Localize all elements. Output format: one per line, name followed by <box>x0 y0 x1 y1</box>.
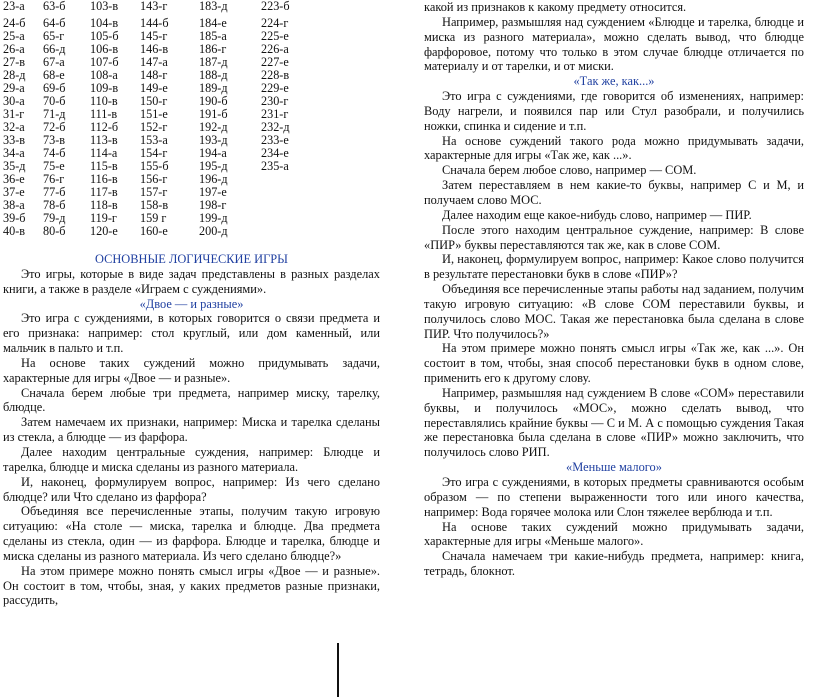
table-cell: 157-г <box>140 185 168 199</box>
table-cell: 226-а <box>261 42 289 56</box>
table-cell: 230-г <box>261 94 289 108</box>
table-cell: 194-а <box>199 146 227 160</box>
paragraph: На основе таких суждений можно придумывать задачи, характерные для игры «Меньше малого». <box>424 519 804 549</box>
table-cell: 109-в <box>90 81 119 95</box>
table-cell: 186-г <box>199 42 227 56</box>
table-cell <box>261 186 311 199</box>
table-cell: 67-а <box>43 55 65 69</box>
table-cell: 116-в <box>90 172 118 186</box>
table-cell: 143-г <box>140 0 168 13</box>
table-cell: 233-е <box>261 133 289 147</box>
table-cell: 80-б <box>43 224 66 238</box>
table-cell: 228-в <box>261 68 290 82</box>
table-cell: 77-б <box>43 185 66 199</box>
table-cell: 29-а <box>3 81 25 95</box>
paragraph: Затем переставляем в нем какие-то буквы, например С и М, и получаем слово МОС. <box>424 178 804 207</box>
table-cell: 105-б <box>90 29 119 43</box>
table-cell: 115-в <box>90 159 118 173</box>
table-cell <box>261 199 311 212</box>
table-cell: 119-г <box>90 211 117 225</box>
table-cell: 39-б <box>3 211 26 225</box>
table-cell: 38-а <box>3 198 25 212</box>
table-cell: 147-а <box>140 55 168 69</box>
table-cell <box>261 173 311 186</box>
table-cell: 73-в <box>43 133 66 147</box>
paragraph: Объединяя все перечисленные этапы работы над заданием, получим такую игровую ситуацию: «В слове СОМ переставили буквы, и получилось слово МОС. Такая же перестановка была сделана в слове ПИР. Что получилось?» <box>424 282 804 341</box>
table-cell: 199-д <box>199 211 228 225</box>
table-cell <box>261 212 311 225</box>
continued-line: какой из признаков к какому предмету относится. <box>424 0 687 14</box>
paragraph: Например, размышляя над суждением «Блюдце и тарелка, блюдце и миска из разного материала», можно сделать вывод, что блюдце фарфоровое, потому что только в этом случае блюдце отличается по материалу и от тарелки, и от миски. <box>424 14 804 74</box>
paragraph: Например, размышляя над суждением В слове «СОМ» переставили буквы, и получилось «МОС», можно сделать вывод, что переставлялись крайние буквы — С и М. А с помощью суждения Такая же перестановка была сделана в слове «ПИР» можно заключить, что получилось слово РИП. <box>424 385 804 460</box>
left-page <box>3 0 380 608</box>
paragraph: И, наконец, формулируем вопрос, например: Какое слово получится в результате перестановки букв в слове «ПИР»? <box>424 252 804 282</box>
table-cell: 23-а <box>3 0 25 13</box>
table-cell: 120-е <box>90 224 118 238</box>
table-cell: 78-б <box>43 198 66 212</box>
paragraph: На основе таких суждений можно придумывать задачи, характерные для игры «Двое — и разные». <box>3 355 380 385</box>
table-cell: 154-г <box>140 146 168 160</box>
table-cell: 79-д <box>43 211 66 225</box>
table-cell: 107-б <box>90 55 119 69</box>
table-cell: 27-в <box>3 55 26 69</box>
table-cell: 191-б <box>199 107 228 121</box>
table-cell: 36-е <box>3 172 25 186</box>
table-cell: 33-в <box>3 133 26 147</box>
right-page <box>424 0 804 579</box>
game-title-menshe: «Меньше малого» <box>566 460 662 475</box>
table-cell: 196-д <box>199 172 228 186</box>
table-cell: 145-г <box>140 29 168 43</box>
table-cell: 189-д <box>199 81 228 95</box>
paragraph: Далее находим еще какое-нибудь слово, например — ПИР. <box>442 207 752 222</box>
table-cell: 234-е <box>261 146 289 160</box>
table-cell: 229-е <box>261 81 289 95</box>
table-cell: 232-д <box>261 120 290 134</box>
paragraph: Это игра с суждениями, в которых предметы сравниваются особым образом — по степени выраженности того или иного качества, например: Вода горячее молока или Слон тяжелее верблюда и т.п. <box>424 475 804 519</box>
paragraph: После этого находим центральное суждение, например: В слове «ПИР» буквы переставляются так же, как в слове СОМ. <box>424 222 804 252</box>
paragraph: На основе суждений такого рода можно придумывать задачи, характерные для игры «Так же, как ...». <box>424 133 804 163</box>
table-cell: 28-д <box>3 68 26 82</box>
table-cell: 190-б <box>199 94 228 108</box>
paragraph: И, наконец, формулируем вопрос, например: Из чего сделано блюдце? или Что сделано из фарфора? <box>3 474 380 504</box>
table-cell: 183-д <box>199 0 228 13</box>
table-cell: 64-б <box>43 16 66 30</box>
table-cell: 235-а <box>261 159 289 173</box>
table-cell: 148-г <box>140 68 168 82</box>
table-cell: 69-б <box>43 81 66 95</box>
table-cell: 146-в <box>140 42 169 56</box>
intro-paragraph: Это игры, которые в виде задач представлены в разных разделах книги, а также в разделе «Играем с суждениями». <box>3 266 380 296</box>
paragraph: Объединяя все перечисленные этапы, получим такую игровую ситуацию: «На столе — миска, тарелка и блюдце. Два предмета сделаны из стекла, один — из фарфора. Блюдце и тарелка, блюдце и миска сделаны из разного материала. Из чего сделано блюдце?» <box>3 504 380 563</box>
table-cell: 110-в <box>90 94 118 108</box>
paragraph: Сначала берем любые три предмета, например миску, тарелку, блюдце. <box>3 385 380 415</box>
game-title-dvoe: «Двое — и разные» <box>139 296 244 311</box>
table-cell: 151-е <box>140 107 168 121</box>
table-cell: 72-б <box>43 120 66 134</box>
paragraph: Это игра с суждениями, где говорится об изменениях, например: Воду нагрели, и появился пар или Стул разобрали, и получились ножки, спинка и сидение и т.п. <box>424 89 804 133</box>
table-cell: 200-д <box>199 224 228 238</box>
table-cell: 111-в <box>90 107 118 121</box>
table-cell: 231-г <box>261 107 289 121</box>
table-cell: 150-г <box>140 94 168 108</box>
paragraph: Затем намечаем их признаки, например: Миска и тарелка сделаны из стекла, а блюдце — из фарфора. <box>3 415 380 445</box>
table-cell: 76-г <box>43 172 65 186</box>
table-cell: 187-д <box>199 55 228 69</box>
table-cell: 198-г <box>199 198 227 212</box>
table-cell <box>261 225 311 238</box>
table-cell: 103-в <box>90 0 119 13</box>
table-cell: 144-б <box>140 16 169 30</box>
paragraph: Далее находим центральные суждения, например: Блюдце и тарелка, блюдце и миска сделаны из разного материала. <box>3 444 380 474</box>
table-cell: 108-а <box>90 68 118 82</box>
table-cell: 66-д <box>43 42 66 56</box>
paragraph: Сначала берем любое слово, например — СОМ. <box>442 163 697 178</box>
table-cell: 159 г <box>140 211 167 225</box>
table-cell: 160-е <box>140 224 168 238</box>
table-cell: 153-а <box>140 133 168 147</box>
table-cell: 104-в <box>90 16 119 30</box>
table-cell: 71-д <box>43 107 66 121</box>
table-cell: 155-б <box>140 159 169 173</box>
paragraph: На этом примере можно понять смысл игры «Двое — и разные». Он состоит в том, чтобы, зная, у каких предметов разные признаки, рассудить, <box>3 563 380 608</box>
table-cell: 197-е <box>199 185 227 199</box>
table-cell: 35-д <box>3 159 26 173</box>
table-cell: 74-б <box>43 146 66 160</box>
table-cell: 112-б <box>90 120 119 134</box>
table-cell: 225-е <box>261 29 289 43</box>
table-cell: 156-г <box>140 172 168 186</box>
table-cell: 24-б <box>3 16 26 30</box>
table-cell: 118-в <box>90 198 118 212</box>
table-cell: 37-е <box>3 185 25 199</box>
table-cell: 70-б <box>43 94 66 108</box>
table-cell: 193-д <box>199 133 228 147</box>
table-cell: 227-е <box>261 55 289 69</box>
table-cell: 106-в <box>90 42 119 56</box>
table-cell: 184-е <box>199 16 227 30</box>
page-divider-line <box>337 643 339 697</box>
table-cell: 31-г <box>3 107 25 121</box>
table-row <box>3 225 311 238</box>
table-row <box>3 0 311 17</box>
section-heading: ОСНОВНЫЕ ЛОГИЧЕСКИЕ ИГРЫ <box>95 252 288 266</box>
table-cell: 65-г <box>43 29 65 43</box>
paragraph: Сначала намечаем три какие-нибудь предмета, например: книга, тетрадь, блокнот. <box>424 549 804 579</box>
paragraph: На этом примере можно понять смысл игры «Так же, как ...». Он состоит в том, чтобы, зная способ перестановки букв в одном слове, применить его к другому слову. <box>424 341 804 386</box>
table-cell: 34-а <box>3 146 25 160</box>
table-cell: 195-д <box>199 159 228 173</box>
paragraph: Это игра с суждениями, в которых говорится о связи предмета и его признака: например: стол круглый, или дом каменный, или мальчик в пальто и т.п. <box>3 311 380 356</box>
table-cell: 25-а <box>3 29 25 43</box>
table-cell: 68-е <box>43 68 65 82</box>
table-cell: 192-д <box>199 120 228 134</box>
game-title-tak-zhe: «Так же, как...» <box>573 74 655 89</box>
table-cell: 152-г <box>140 120 168 134</box>
table-cell: 32-а <box>3 120 25 134</box>
table-cell: 223-б <box>261 0 290 13</box>
table-cell: 63-б <box>43 0 66 13</box>
table-cell: 30-а <box>3 94 25 108</box>
table-cell: 117-в <box>90 185 118 199</box>
table-cell: 75-е <box>43 159 65 173</box>
table-cell: 40-в <box>3 224 26 238</box>
table-cell: 158-в <box>140 198 169 212</box>
table-cell: 26-а <box>3 42 25 56</box>
answers-table <box>3 0 311 238</box>
table-cell: 149-е <box>140 81 168 95</box>
table-cell: 188-д <box>199 68 228 82</box>
table-cell: 113-в <box>90 133 118 147</box>
table-cell: 224-г <box>261 16 289 30</box>
table-cell: 114-а <box>90 146 118 160</box>
table-cell: 185-а <box>199 29 227 43</box>
